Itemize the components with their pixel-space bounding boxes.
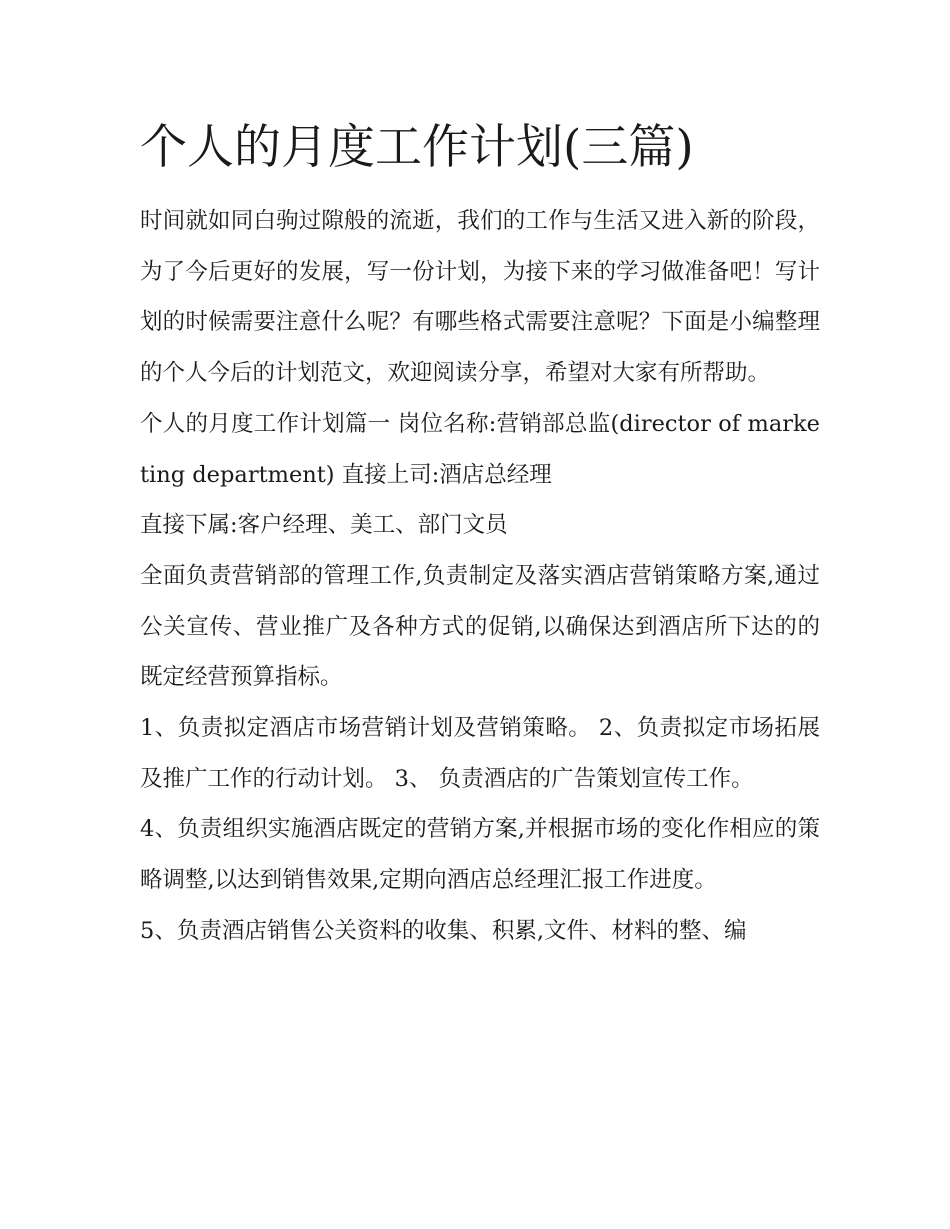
- duties-1-3-paragraph: 1、负责拟定酒店市场营销计划及营销策略。 2、负责拟定市场拓展及推广工作的行动计划。 3、 负责酒店的广告策划宣传工作。: [140, 715, 820, 792]
- duty-5-paragraph: 5、负责酒店销售公关资料的收集、积累,文件、材料的整、编: [140, 917, 747, 944]
- duty-4-paragraph: 4、负责组织实施酒店既定的营销方案,并根据市场的变化作相应的策略调整,以达到销售效果,定期向酒店总经理汇报工作进度。: [140, 816, 820, 894]
- document-page: [140, 112, 820, 957]
- document-title: 个人的月度工作计划(三篇): [140, 120, 694, 175]
- position-paragraph: 个人的月度工作计划篇一 岗位名称:营销部总监(director of marketing department) 直接上司:酒店总经理: [140, 410, 820, 488]
- intro-paragraph: 时间就如同白驹过隙般的流逝，我们的工作与生活又进入新的阶段，为了今后更好的发展，写一份计划，为接下来的学习做准备吧！写计划的时候需要注意什么呢？有哪些格式需要注意呢？下面是小编整理的个人今后的计划范文，欢迎阅读分享，希望对大家有所帮助。: [140, 208, 820, 387]
- subordinates-paragraph: 直接下属:客户经理、美工、部门文员: [140, 512, 508, 539]
- responsibility-summary-paragraph: 全面负责营销部的管理工作,负责制定及落实酒店营销策略方案,通过公关宣传、营业推广及各种方式的促销,以确保达到酒店所下达的的既定经营预算指标。: [140, 562, 820, 691]
